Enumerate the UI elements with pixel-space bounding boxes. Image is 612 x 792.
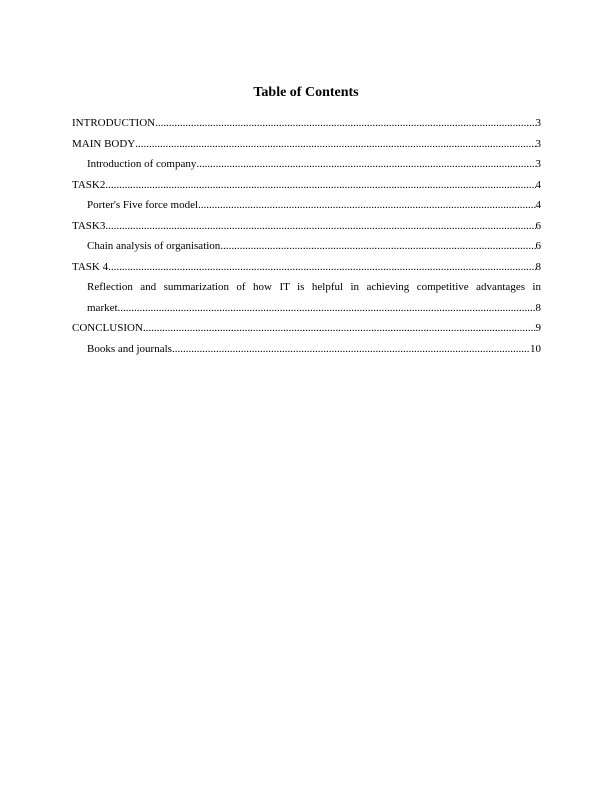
toc-page-number: 10 (530, 342, 541, 355)
toc-page-number: 3 (535, 158, 541, 170)
toc-dot-leader (135, 134, 535, 155)
toc-entry-label: TASK2 (72, 178, 106, 191)
toc-entry-label: Porter's Five force model (87, 199, 199, 211)
toc-dot-leader (118, 298, 536, 319)
toc-entry-label: Chain analysis of organisation (87, 240, 221, 252)
toc-title: Table of Contents (253, 85, 359, 100)
toc-page-number: 6 (535, 240, 541, 252)
toc-entry-introduction[interactable] (72, 113, 541, 134)
toc-entry-label: MAIN BODY (72, 137, 136, 150)
toc-entry-porters-five-force[interactable] (72, 195, 541, 216)
toc-dot-leader (220, 236, 535, 257)
toc-dot-leader (196, 154, 535, 175)
toc-entry-label: CONCLUSION (72, 322, 143, 334)
toc-entry-task4[interactable] (72, 257, 541, 278)
toc-entry-introduction-of-company[interactable] (72, 154, 541, 175)
toc-page-number: 4 (535, 199, 541, 211)
toc-dot-leader (108, 257, 535, 278)
toc-page-number: 4 (535, 178, 541, 191)
toc-entry-line2 (87, 298, 541, 319)
toc-page-number: 9 (535, 322, 541, 334)
toc-dot-leader (198, 195, 535, 216)
toc-entry-label: TASK 4 (72, 260, 109, 273)
toc-entry-label: TASK3 (72, 219, 106, 232)
toc-dot-leader (105, 175, 535, 196)
toc-entry-label: Books and journals (87, 342, 172, 355)
toc-entry-label: Introduction of company (87, 158, 197, 170)
toc-entry-reflection[interactable] (72, 277, 541, 318)
table-of-contents (72, 113, 541, 359)
toc-entry-label: INTRODUCTION (72, 117, 156, 129)
toc-entry-task2[interactable] (72, 175, 541, 196)
toc-entry-label-line1: Reflection and summarization of how IT is helpful in achieving competitive advantages in (87, 281, 541, 293)
toc-entry-books-and-journals[interactable] (72, 339, 541, 360)
toc-dot-leader (105, 216, 535, 237)
toc-page-number: 3 (535, 117, 541, 129)
toc-entry-chain-analysis[interactable] (72, 236, 541, 257)
toc-page-number: 3 (535, 137, 541, 150)
toc-dot-leader (143, 318, 536, 339)
toc-entry-label-line2: market (87, 301, 118, 314)
toc-page-number: 8 (535, 260, 541, 273)
toc-entry-main-body[interactable] (72, 134, 541, 155)
toc-entry-task3[interactable] (72, 216, 541, 237)
toc-page-number: 6 (535, 219, 541, 232)
toc-page-number: 8 (535, 301, 541, 314)
toc-dot-leader (172, 339, 530, 360)
toc-dot-leader (155, 113, 535, 134)
toc-entry-conclusion[interactable] (72, 318, 541, 339)
